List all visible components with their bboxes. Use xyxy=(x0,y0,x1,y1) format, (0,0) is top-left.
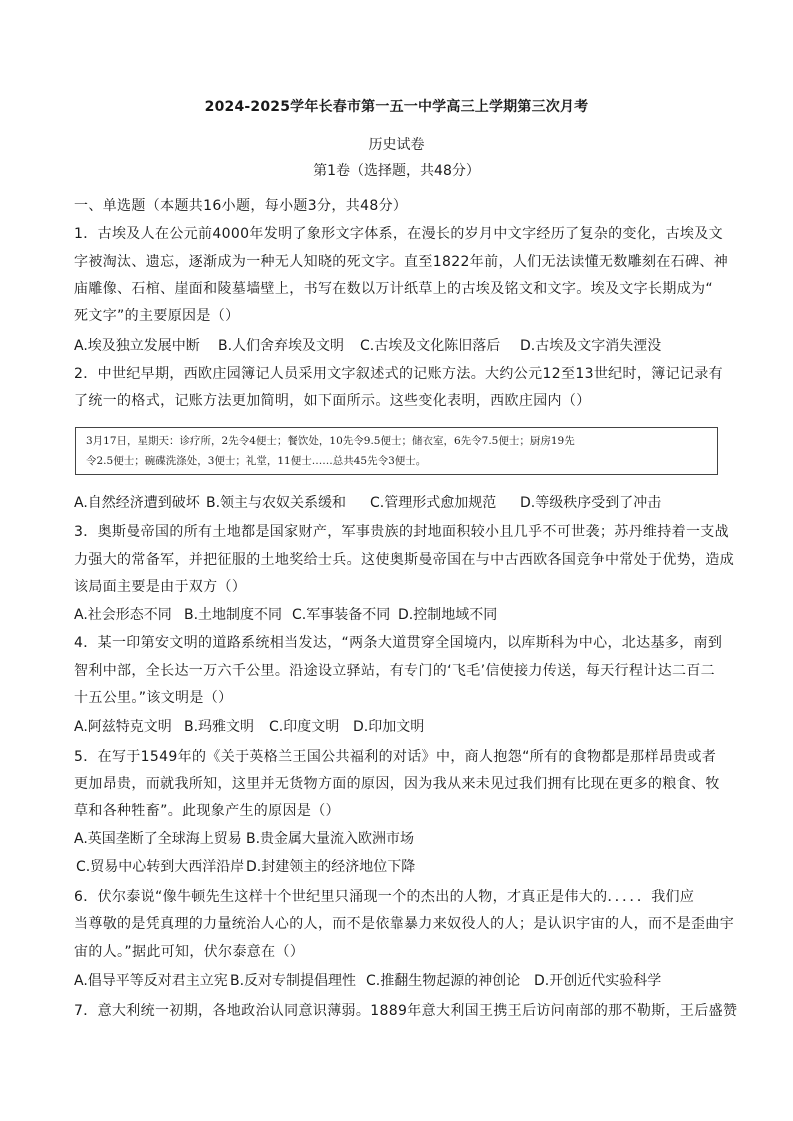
option-a[interactable]: A.社会形态不同 xyxy=(74,607,172,623)
option-b[interactable]: B.玛雅文明 xyxy=(184,719,255,735)
option-c[interactable]: C.军事装备不同 xyxy=(292,607,391,623)
option-a[interactable]: A.阿兹特克文明 xyxy=(74,719,172,735)
question-text-line: 了统一的格式，记账方法更加简明，如下面所示。这些变化表明，西欧庄园内（） xyxy=(74,393,591,409)
ledger-excerpt-box xyxy=(75,427,718,475)
option-c[interactable]: C.古埃及文化陈旧落后 xyxy=(360,338,501,354)
option-c[interactable]: C.管理形式愈加规范 xyxy=(370,495,497,511)
option-a[interactable]: A.自然经济遭到破坏 xyxy=(74,495,200,511)
question-text-line: 十五公里。”该文明是（） xyxy=(74,690,233,706)
question-text-line: 当尊敬的是凭真理的力量统治人心的人，而不是依靠暴力来奴役人的人；是认识宇宙的人，而不是歪曲宇 xyxy=(74,916,735,932)
question-text-line: 草和各种牲畜”。此现象产生的原因是（） xyxy=(74,803,340,819)
exam-subject: 历史试卷 xyxy=(368,137,425,153)
option-d[interactable]: D.控制地域不同 xyxy=(398,607,498,623)
option-b[interactable]: B.贵金属大量流入欧洲市场 xyxy=(246,831,415,847)
option-d[interactable]: D.印加文明 xyxy=(353,719,425,735)
question-text-line: 4．某一印第安文明的道路系统相当发达，“两条大道贯穿全国境内，以库斯科为中心，北达基多，南到 xyxy=(74,635,723,651)
option-a[interactable]: A.埃及独立发展中断 xyxy=(74,338,200,354)
question-text-line: 7．意大利统一初期，各地政治认同意识薄弱。1889年意大利国王携王后访问南部的那不勒斯，王后盛赞 xyxy=(74,1003,738,1019)
option-b[interactable]: B.土地制度不同 xyxy=(184,607,283,623)
exam-volume: 第1卷（选择题，共48分） xyxy=(313,163,480,179)
question-text-line: 力强大的常备军，并把征服的土地奖给士兵。这使奥斯曼帝国在与中古西欧各国竞争中常处于优势，造成 xyxy=(74,552,735,568)
question-text-line: 更加昂贵，而就我所知，这里并无货物方面的原因，因为我从来未见过我们拥有比现在更多的粮食、牧 xyxy=(74,776,720,792)
option-a[interactable]: A.英国垄断了全球海上贸易 xyxy=(74,831,242,847)
ledger-line: 3月17日，星期天：诊疗所，2先令4便士；餐饮处，10先令9.5便士；储衣室，6先令7.5便士；厨房19先 xyxy=(86,435,575,447)
question-text-line: 3．奥斯曼帝国的所有土地都是国家财产，军事贵族的封地面积较小且几乎不可世袭；苏丹维持着一支战 xyxy=(74,524,730,540)
section-heading: 一、单选题（本题共16小题，每小题3分，共48分） xyxy=(74,198,408,214)
option-d[interactable]: D.等级秩序受到了冲击 xyxy=(520,495,662,511)
ledger-line: 令2.5便士；碗碟洗涤处，3便士；礼堂，11便士……总共45先令3便士。 xyxy=(86,455,427,467)
question-text-line: 智利中部，全长达一万六千公里。沿途设立驿站，有专门的‘飞毛’信使接力传送，每天行程计达二百二 xyxy=(74,663,715,679)
option-c[interactable]: C.贸易中心转到大西洋沿岸 xyxy=(76,859,245,875)
question-options xyxy=(74,970,724,990)
question-text-line: 字被淘汰、遗忘，逐渐成为一种无人知晓的死文字。直至1822年前，人们无法读懂无数雕刻在石碑、神 xyxy=(74,254,729,270)
question-text-line: 该局面主要是由于双方（） xyxy=(74,579,247,595)
option-d[interactable]: D.开创近代实验科学 xyxy=(534,973,662,989)
question-text-line: 庙雕像、石棺、崖面和陵墓墙壁上，书写在数以万计纸草上的古埃及铭文和文字。埃及文字长期成为“ xyxy=(74,281,713,297)
question-text-line: 1．古埃及人在公元前4000年发明了象形文字体系，在漫长的岁月中文字经历了复杂的变化，古埃及文 xyxy=(74,226,723,242)
question-text-line: 宙的人。”据此可知，伏尔泰意在（） xyxy=(74,944,305,960)
option-b[interactable]: B.领主与农奴关系缓和 xyxy=(206,495,347,511)
question-options xyxy=(74,492,724,512)
question-options xyxy=(74,335,724,355)
exam-title: 2024-2025学年长春市第一五一中学高三上学期第三次月考 xyxy=(204,99,589,115)
option-c[interactable]: C.印度文明 xyxy=(269,719,340,735)
option-a[interactable]: A.倡导平等反对君主立宪 xyxy=(74,973,228,989)
option-d[interactable]: D.古埃及文字消失湮没 xyxy=(520,338,662,354)
option-c[interactable]: C.推翻生物起源的神创论 xyxy=(366,973,521,989)
question-text-line: 2．中世纪早期，西欧庄园簿记人员采用文字叙述式的记账方法。大约公元12至13世纪时，簿记记录有 xyxy=(74,366,723,382)
option-b[interactable]: B.反对专制提倡理性 xyxy=(230,973,357,989)
question-options xyxy=(74,604,724,624)
question-options xyxy=(76,856,726,876)
option-d[interactable]: D.封建领主的经济地位下降 xyxy=(246,859,416,875)
question-options xyxy=(74,828,724,848)
option-b[interactable]: B.人们舍弃埃及文明 xyxy=(218,338,345,354)
question-text-line: 死文字”的主要原因是（） xyxy=(74,308,240,324)
question-text-line: 5．在写于1549年的《关于英格兰王国公共福利的对话》中，商人抱怨“所有的食物都是那样昂贵或者 xyxy=(74,749,717,765)
question-text-line: 6．伏尔泰说“像牛顿先生这样十个世纪里只涌现一个的杰出的人物，才真正是伟大的．．．．．我们应 xyxy=(74,889,695,905)
question-options xyxy=(74,716,724,736)
